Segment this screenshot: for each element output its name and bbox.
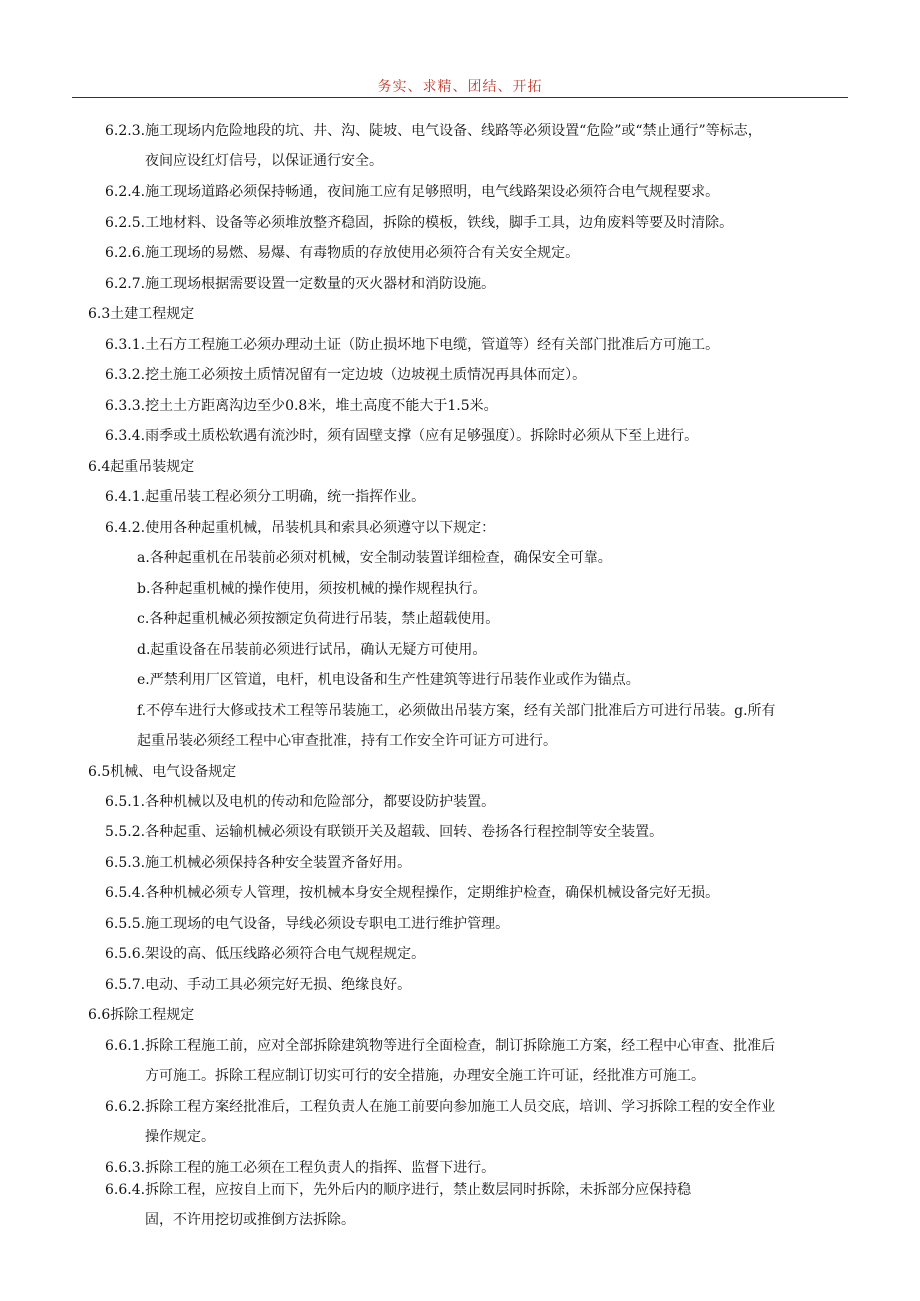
clause-6-6-3: 6.6.3.拆除工程的施工必须在工程负责人的指挥、监督下进行。	[105, 1160, 496, 1176]
clause-6-3-1: 6.3.1.土石方工程施工必须办理动土证（防止损坏地下电缆，管道等）经有关部门批准后方可施工。	[105, 337, 720, 353]
clause-6-4-2: 6.4.2.使用各种起重机械，吊装机具和索具必须遵守以下规定：	[105, 520, 496, 536]
clause-6-4-2-a: a.各种起重机在吊装前必须对机械，安全制动装置详细检查，确保安全可靠。	[137, 550, 612, 566]
clause-6-5-4: 6.5.4.各种机械必须专人管理，按机械本身安全规程操作，定期维护检查，确保机械设备完好无损。	[105, 885, 720, 901]
clause-6-6-2-cont: 操作规定。	[145, 1129, 215, 1145]
clause-6-4-2-f: f.不停车进行大修或技术工程等吊装施工，必须做出吊装方案，经有关部门批准后方可进行吊装。g.所有	[137, 703, 776, 719]
section-6-3-heading: 6.3土建工程规定	[88, 306, 195, 322]
page-header-title: 务实、求精、团结、开拓	[377, 79, 543, 95]
clause-6-2-3-cont: 夜间应设红灯信号，以保证通行安全。	[145, 153, 383, 169]
clause-6-5-6: 6.5.6.架设的高、低压线路必须符合电气规程规定。	[105, 946, 426, 962]
clause-6-5-7: 6.5.7.电动、手动工具必须完好无损、绝缘良好。	[105, 977, 412, 993]
clause-6-4-2-d: d.起重设备在吊装前必须进行试吊，确认无疑方可使用。	[137, 642, 487, 658]
clause-6-2-5: 6.2.5.工地材料、设备等必须堆放整齐稳固，拆除的模板，铁线，脚手工具，边角废料等要及时清除。	[105, 215, 734, 231]
section-6-5-heading: 6.5机械、电气设备规定	[88, 764, 237, 780]
clause-6-3-2: 6.3.2.挖土施工必须按土质情况留有一定边坡（边坡视土质情况再具体而定）。	[105, 367, 587, 383]
clause-6-2-6: 6.2.6.施工现场的易燃、易爆、有毒物质的存放使用必须符合有关安全规定。	[105, 245, 580, 261]
clause-6-5-1: 6.5.1.各种机械以及电机的传动和危险部分，都要设防护装置。	[105, 794, 496, 810]
section-6-4-heading: 6.4起重吊装规定	[88, 459, 195, 475]
clause-6-4-2-c: c.各种起重机械必须按额定负荷进行吊装，禁止超载使用。	[137, 611, 500, 627]
clause-6-6-4: 6.6.4.拆除工程，应按自上而下，先外后内的顺序进行，禁止数层同时拆除，未拆部分应保持稳	[105, 1182, 692, 1198]
clause-6-6-1: 6.6.1.拆除工程施工前，应对全部拆除建筑物等进行全面检查，制订拆除施工方案，经工程中心审查、批准后	[105, 1038, 776, 1054]
clause-6-5-5: 6.5.5.施工现场的电气设备，导线必须设专职电工进行维护管理。	[105, 916, 510, 932]
clause-6-6-4-cont: 固，不许用挖切或推倒方法拆除。	[145, 1212, 355, 1228]
clause-6-4-2-b: b.各种起重机械的操作使用，须按机械的操作规程执行。	[137, 581, 487, 597]
header-divider	[72, 97, 848, 98]
clause-6-3-3: 6.3.3.挖土土方距离沟边至少0.8米，堆土高度不能大于1.5米。	[105, 398, 498, 414]
section-6-6-heading: 6.6拆除工程规定	[88, 1007, 195, 1023]
clause-6-6-1-cont: 方可施工。拆除工程应制订切实可行的安全措施，办理安全施工许可证，经批准方可施工。	[145, 1068, 705, 1084]
clause-6-4-1: 6.4.1.起重吊装工程必须分工明确，统一指挥作业。	[105, 489, 426, 505]
clause-6-4-2-e: e.严禁利用厂区管道，电杆，机电设备和生产性建筑等进行吊装作业或作为锚点。	[137, 672, 640, 688]
clause-6-5-3: 6.5.3.施工机械必须保持各种安全装置齐备好用。	[105, 855, 412, 871]
clause-6-2-4: 6.2.4.施工现场道路必须保持畅通，夜间施工应有足够照明，电气线路架设必须符合电气规程要求。	[105, 184, 720, 200]
clause-6-2-7: 6.2.7.施工现场根据需要设置一定数量的灭火器材和消防设施。	[105, 276, 496, 292]
clause-6-2-3: 6.2.3.施工现场内危险地段的坑、井、沟、陡坡、电气设备、线路等必须设置“危险”或“禁止通行”等标志，	[105, 123, 762, 139]
clause-6-6-2: 6.6.2.拆除工程方案经批准后，工程负责人在施工前要向参加施工人员交底，培训、学习拆除工程的安全作业	[105, 1099, 776, 1115]
clause-6-5-2: 5.5.2.各种起重、运输机械必须设有联锁开关及超载、回转、卷扬各行程控制等安全装置。	[105, 824, 664, 840]
clause-6-3-4: 6.3.4.雨季或土质松软遇有流沙时，须有固壁支撑（应有足够强度）。拆除时必须从下至上进行。	[105, 428, 699, 444]
clause-6-4-2-f-cont: 起重吊装必须经工程中心审查批准，持有工作安全许可证方可进行。	[137, 733, 557, 749]
